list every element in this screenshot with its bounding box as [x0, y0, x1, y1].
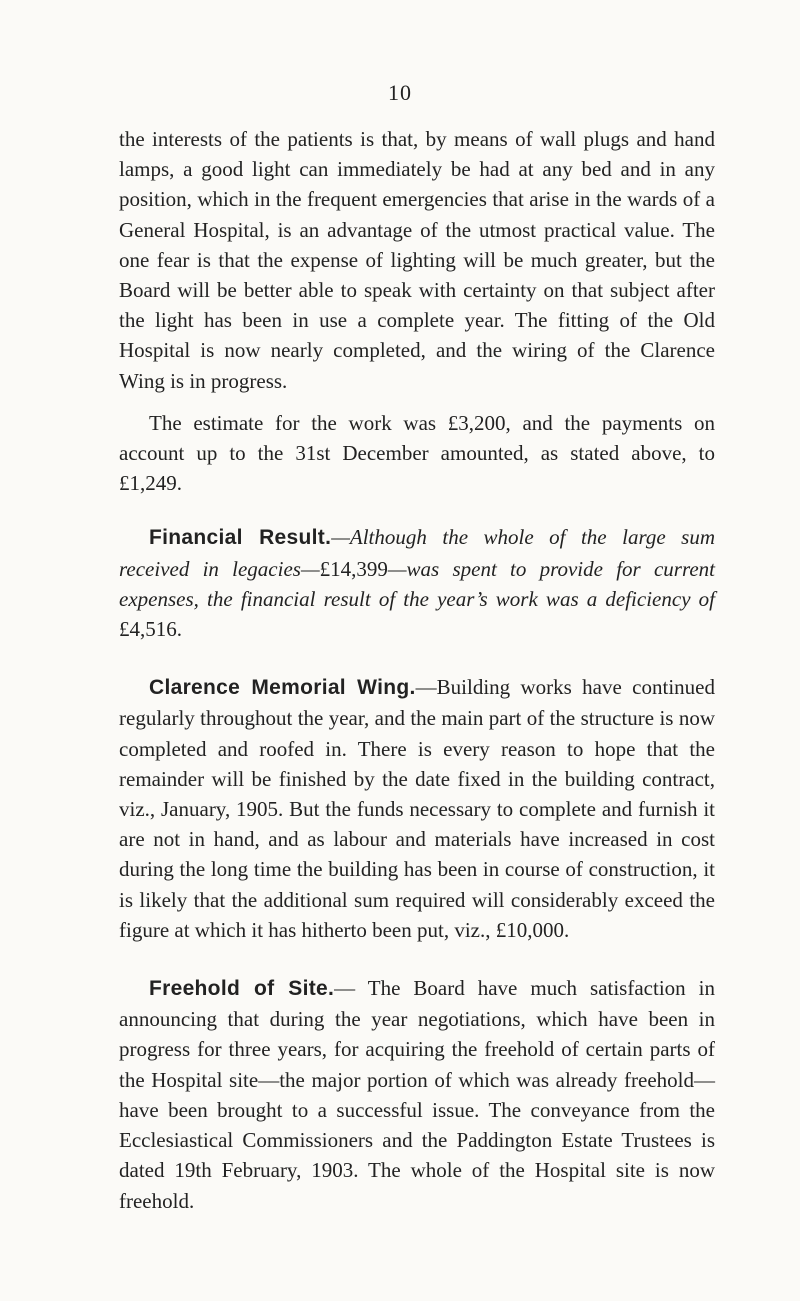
- freehold-text: — The Board have much satisfaction in announcing that during the year negotiations, which have been in progress for three years, for acquiring the freehold of certain parts of the Hospital site—the major portion of which was already freehold—have been brought to a successful issue. The conveyance from the Ecclesiastical Commissioners and the Paddington Estate Trustees is dated 19th February, 1903. The whole of the Hospital site is now freehold.: [119, 976, 715, 1213]
- paragraph-estimate: The estimate for the work was £3,200, and the payments on account up to the 31st December amounted, as stated above, to £1,249.: [119, 410, 715, 496]
- paragraph-lighting: the interests of the patients is that, by means of wall plugs and hand lamps, a good light can immediately be had at any bed and in any position, which in the frequent emergencies that arise in the wards of a General Hospital, is an advantage of the utmost practical value. The one fear is that the expense of lighting will be much greater, but the Board will be better able to speak with certainty on that subject after the light has been in use a complete year. The fitting of the Old Hospital is now nearly completed, and the wiring of the Clarence Wing is in progress.: [119, 127, 715, 393]
- section-freehold-site: [119, 973, 715, 1216]
- legacies-amount: £14,399: [319, 556, 388, 581]
- financial-text-b: —was spent to provide for current expenses, the financial result of the year’s work was a deficiency of: [119, 556, 715, 611]
- section-financial-result: [119, 522, 715, 644]
- clarence-text: —Building works have continued regularly throughout the year, and the main part of the structure is now completed and roofed in. There is every reason to hope that the remainder will be finished by the date fixed in the building contract, viz., January, 1905. But the funds necessary to complete and furnish it are not in hand, and as labour and materials have increased in cost during the long time the building has been in course of construction, it is likely that the additional sum required will considerably exceed the figure at which it has hitherto been put, viz., £10,000.: [119, 675, 715, 942]
- heading-freehold-site: Freehold of Site.: [149, 977, 335, 1001]
- heading-financial-result: Financial Result.: [149, 526, 332, 550]
- section-clarence-wing: [119, 672, 715, 945]
- financial-text-a: —Although the whole of the large sum received in legacies—: [119, 525, 715, 581]
- deficiency-amount: £4,516.: [119, 617, 182, 642]
- page-number: 10: [388, 80, 412, 105]
- page-body: [119, 124, 715, 1216]
- heading-clarence-wing: Clarence Memorial Wing.: [149, 676, 416, 700]
